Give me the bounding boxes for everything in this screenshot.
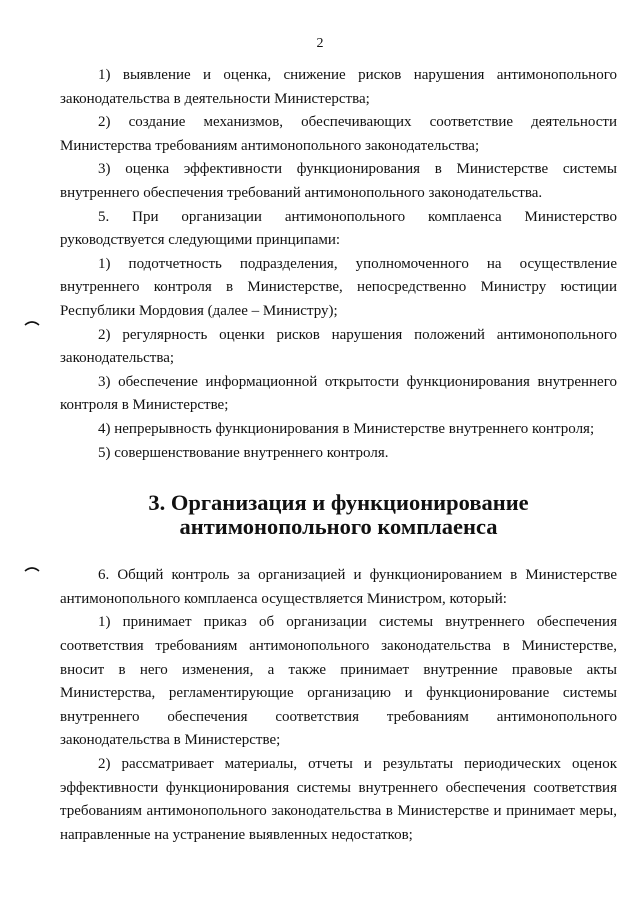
paragraph-principle-1: 1) подотчетность подразделения, уполномоченного на осуществление внутреннего контроля в Министерстве, непосредственно Министру юстиции Республики Мордовия (далее – Министру); <box>60 255 617 319</box>
page-number: 2 <box>316 36 324 51</box>
binding-mark-lower <box>24 566 40 572</box>
paragraph-duty-2: 2) рассматривает материалы, отчеты и результаты периодических оценок эффективности функционирования системы внутреннего обеспечения соответствия требованиям антимонопольного законодательства в Министерстве и принимает меры, направленные на устранение выявленных недостатков; <box>60 756 617 843</box>
paragraph-principle-2: 2) регулярность оценки рисков нарушения положений антимонопольного законодательства; <box>60 326 617 367</box>
paragraph-goal-1: 1) выявление и оценка, снижение рисков нарушения антимонопольного законодательства в деятельности Министерства; <box>60 67 617 107</box>
paragraph-goal-3: 3) оценка эффективности функционирования в Министерстве системы внутреннего обеспечения требований антимонопольного законодательства. <box>60 161 617 201</box>
section-heading: 3. Организация и функционирование антимонопольного комплаенса <box>148 490 529 539</box>
binding-mark-upper <box>24 320 40 326</box>
paragraph-principle-3: 3) обеспечение информационной открытости функционирования внутреннего контроля в Министерстве; <box>60 373 617 414</box>
paragraph-principle-4: 4) непрерывность функционирования в Министерстве внутреннего контроля; <box>98 420 595 437</box>
paragraph-goal-2: 2) создание механизмов, обеспечивающих соответствие деятельности Министерства требованиям антимонопольного законодательства; <box>60 114 617 154</box>
paragraph-duty-1: 1) принимает приказ об организации системы внутреннего обеспечения соответствия требованиям антимонопольного законодательства в Министерстве, вносит в него изменения, а также принимает внутренние правовые акты Министерства, регламентирующие организацию и функционирование системы внутреннего обеспечения соответствия требованиям антимонопольного законодательства в Министерстве; <box>60 614 617 749</box>
paragraph-item-6: 6. Общий контроль за организацией и функционированием в Министерстве антимонопольного комплаенса осуществляется Министром, который: <box>60 567 617 607</box>
paragraph-item-5: 5. При организации антимонопольного комплаенса Министерство руководствуется следующими принципами: <box>60 208 617 249</box>
binding-hole-arc-icon <box>24 320 40 326</box>
binding-hole-arc-icon <box>24 566 40 572</box>
document-body <box>60 64 617 847</box>
paragraph-principle-5: 5) совершенствование внутреннего контроля. <box>98 444 389 461</box>
